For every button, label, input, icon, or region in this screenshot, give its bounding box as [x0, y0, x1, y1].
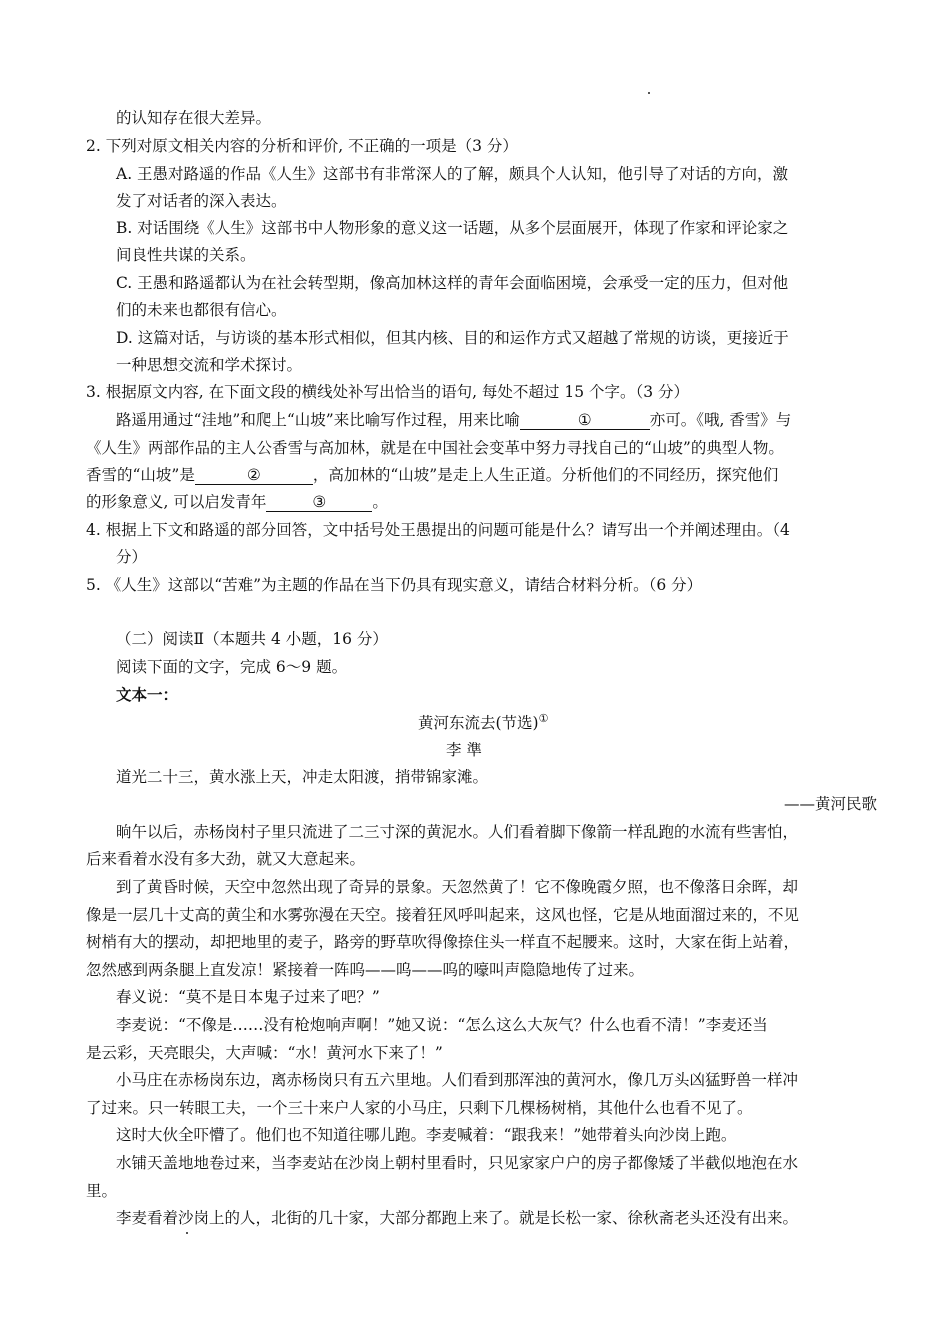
q3-text: ，高加林的“山坡”是走上人生正道。分析他们的不同经历，探究他们: [312, 466, 779, 484]
q2-option-b-cont: 间良性共谋的关系。: [116, 246, 256, 264]
q3-text: 的形象意义, 可以启发青年: [86, 493, 267, 511]
q3-text: 亦可。《哦, 香雪》与: [649, 411, 792, 429]
paragraph-line: 了过来。只一转眼工夫，一个三十来户人家的小马庄，只剩下几棵杨树梢，其他什么也看不见了。: [86, 1099, 753, 1117]
paragraph-line: 晌午以后，赤杨岗村子里只流进了二三寸深的黄泥水。人们看着脚下像箭一样乱跑的水流有些害怕，: [116, 823, 799, 841]
q4-stem: 4. 根据上下文和路遥的部分回答，文中括号处王愚提出的问题可能是什么？请写出一个并阐述理由。（4: [86, 521, 790, 539]
text-label: 文本一：: [116, 686, 179, 704]
article-title-text: 黄河东流去(节选): [418, 714, 539, 732]
paragraph-line: 小马庄在赤杨岗东边，离赤杨岗只有五六里地。人们看到那浑浊的黄河水，像几万头凶猛野兽一样冲: [116, 1071, 799, 1089]
q3-text: 路遥用通过“洼地”和爬上“山坡”来比喻写作过程，用来比喻: [116, 411, 520, 429]
q3-text: 。: [372, 493, 388, 511]
q2-option-c: C. 王愚和路遥都认为在社会转型期，像高加林这样的青年会面临困境，会承受一定的压力，但对他: [116, 274, 789, 292]
q4-stem-cont: 分）: [116, 548, 148, 566]
q2-option-a-cont: 发了对话者的深入表达。: [116, 192, 287, 210]
paragraph-line: 李麦说：“不像是……没有枪炮响声啊！”她又说：“怎么这么大灰气？什么也看不清！”李麦还当: [116, 1016, 768, 1034]
article-title: [418, 711, 548, 733]
q2-option-c-cont: 们的未来也都很有信心。: [116, 301, 287, 319]
epigraph: 道光二十三，黄水涨上天，冲走太阳渡，捎带锦家滩。: [116, 768, 489, 786]
paragraph-line: 里。: [86, 1182, 118, 1200]
paragraph-line: 到了黄昏时候，天空中忽然出现了奇异的景象。天忽然黄了！它不像晚霞夕照，也不像落日余晖，却: [116, 878, 799, 896]
paragraph-line: 李麦看着沙岗上的人，北街的几十家，大部分都跑上来了。就是长松一家、徐秋斋老头还没有出来。: [116, 1209, 799, 1227]
paragraph-line: 像是一层几十丈高的黄尘和水雾弥漫在天空。接着狂风呼叫起来，这风也怪，它是从地面溜过来的，不见: [86, 906, 800, 924]
q3-line-1: [116, 408, 791, 430]
q3-line-4: [86, 490, 388, 512]
answer-blank-2[interactable]: ②: [195, 466, 313, 485]
epigraph-source: ——黄河民歌: [784, 795, 878, 813]
q3-text: 香雪的“山坡”是: [86, 466, 195, 484]
q3-stem: 3. 根据原文内容, 在下面文段的横线处补写出恰当的语句, 每处不超过 15 个字。（3 分）: [86, 383, 690, 401]
paragraph-line: 春义说：“莫不是日本鬼子过来了吧？”: [116, 988, 380, 1006]
q2-option-d-cont: 一种思想交流和学术探讨。: [116, 356, 303, 374]
paragraph-line: 这时大伙全吓懵了。他们也不知道往哪儿跑。李麦喊着：“跟我来！”她带着头向沙岗上跑。: [116, 1126, 737, 1144]
footnote-mark: ①: [538, 711, 549, 725]
q2-option-d: D. 这篇对话，与访谈的基本形式相似，但其内核、目的和运作方式又超越了常规的访谈，更接近于: [116, 329, 789, 347]
paragraph-line: 后来看着水没有多大劲，就又大意起来。: [86, 850, 366, 868]
q3-line-3: [86, 463, 778, 485]
q2-stem: 2. 下列对原文相关内容的分析和评价, 不正确的一项是（3 分）: [86, 137, 518, 155]
scan-speck: [648, 92, 650, 94]
paragraph-line: 忽然感到两条腿上直发凉！紧接着一阵呜——呜——呜的嚎叫声隐隐地传了过来。: [86, 961, 645, 979]
paragraph-line: 是云彩，天亮眼尖，大声喊：“水！黄河水下来了！”: [86, 1044, 443, 1062]
q2-option-a: A. 王愚对路遥的作品《人生》这部书有非常深人的了解，颇具个人认知，他引导了对话的方向，激: [116, 165, 789, 183]
answer-blank-1[interactable]: ①: [520, 411, 650, 430]
intro-tail: 的认知存在很大差异。: [116, 109, 272, 127]
paragraph-line: 水铺天盖地地卷过来，当李麦站在沙岗上朝村里看时，只见家家户户的房子都像矮了半截似地泡在水: [116, 1154, 799, 1172]
section-instruction: 阅读下面的文字，完成 6～9 题。: [116, 658, 348, 676]
paragraph-line: 树梢有大的摆动，却把地里的麦子，路旁的野草吹得像捺住头一样直不起腰来。这时，大家在街上站着，: [86, 933, 800, 951]
scan-speck: [186, 1232, 188, 1234]
q5-stem: 5. 《人生》这部以“苦难”为主题的作品在当下仍具有现实意义，请结合材料分析。（6 分）: [86, 576, 703, 594]
q2-option-b: B. 对话围绕《人生》这部书中人物形象的意义这一话题，从多个层面展开，体现了作家和评论家之: [116, 219, 789, 237]
article-author: 李 準: [446, 741, 482, 759]
q3-line-2: 《人生》两部作品的主人公香雪与高加林，就是在中国社会变革中努力寻找自己的“山坡”的典型人物。: [86, 439, 784, 457]
section-heading: （二）阅读Ⅱ（本题共 4 小题，16 分）: [116, 630, 388, 648]
answer-blank-3[interactable]: ③: [266, 493, 372, 512]
